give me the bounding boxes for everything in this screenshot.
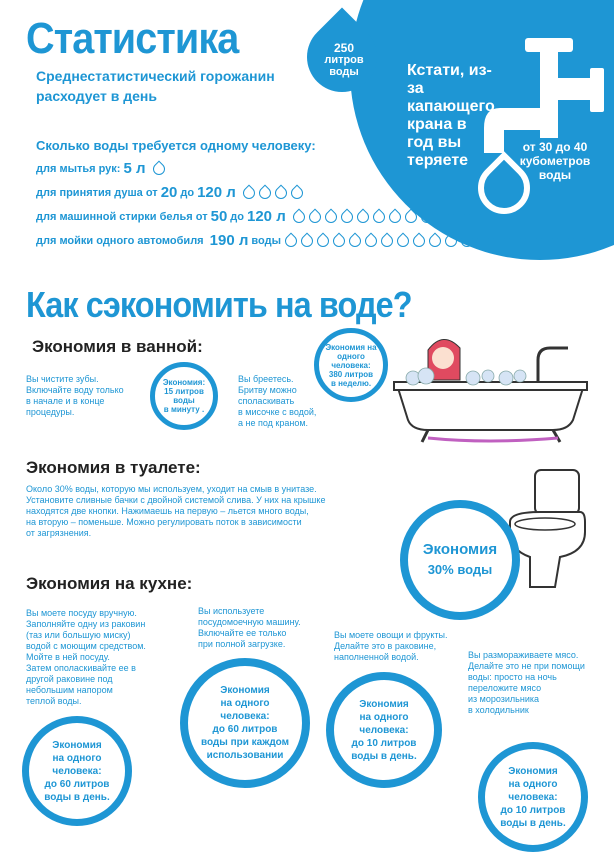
- bath-teeth-text: Вы чистите зубы. Включайте воду только в начале и в конце процедуры.: [26, 374, 124, 417]
- bath-shave-text: Вы бреетесь. Бритву можно споласкивать в мисочке с водой, а не под краном.: [238, 374, 317, 428]
- page-subtitle: Среднестатистический горожанин расходует в день: [36, 68, 275, 104]
- bath-saving-circle: Экономия: 15 литров воды в минуту .: [150, 362, 218, 430]
- kitchen-machine-text: Вы используете посудомоечную машину. Включайте ее только при полной загрузке.: [198, 606, 301, 649]
- page-title: Статистика: [26, 14, 239, 63]
- bath-heading: Экономия в ванной:: [32, 337, 203, 356]
- drops-icon: [243, 187, 307, 199]
- bathtub-illustration-icon: [388, 320, 593, 445]
- kitchen-heading: Экономия на кухне:: [26, 574, 193, 593]
- daily-usage-value: 250 литров воды: [324, 41, 364, 78]
- kitchen-circle-2: Экономия на одного человека: до 60 литров воды при каждом использовании: [180, 658, 310, 788]
- drops-icon: [293, 211, 485, 223]
- toilet-text: Около 30% воды, которую мы используем, уходит на смыв в унитазе. Установите сливные бачки с двойной системой слива. У них на крышке находятся две кнопки. Нажимаешь на первую – льется много воды, на вторую – поменьше. Можно регулировать поток в зависимости от загрязнения.: [26, 484, 326, 538]
- kitchen-circle-3: Экономия на одного человека: до 10 литров воды в день.: [326, 672, 442, 788]
- row-car: для мойки одного автомобиля 190 л воды: [36, 232, 589, 249]
- kitchen-manual-text: Вы моете посуду вручную. Заполняйте одну из раковин (таз или большую миску) водой с моющим средством. Мойте в ней посуду. Затем ополаскивайте ее в другой раковине под небольшим напором теплой воды.: [26, 608, 146, 706]
- need-title: Сколько воды требуется одному человеку:: [36, 138, 316, 153]
- kitchen-circle-1: Экономия на одного человека: до 60 литров воды в день.: [22, 716, 132, 826]
- toilet-heading: Экономия в туалете:: [26, 458, 201, 477]
- drops-icon: [285, 235, 589, 247]
- bath-week-circle: Экономия на одного человека: 380 литров в неделю.: [314, 328, 388, 402]
- kitchen-meat-text: Вы размораживаете мясо. Делайте это не при помощи воды: просто на ночь переложите мясо из морозильника в холодильник: [468, 650, 585, 715]
- kitchen-circle-4: Экономия на одного человека: до 10 литров воды в день.: [478, 742, 588, 852]
- toilet-saving-circle: Экономия 30% воды: [400, 500, 520, 620]
- tap-leak-amount: от 30 до 40 кубометров воды: [519, 140, 591, 182]
- drops-icon: [153, 163, 169, 175]
- tap-leak-text: Кстати, из-за капающего крана в год вы теряете: [407, 62, 495, 169]
- row-laundry: для машинной стирки белья от 50 до 120 л: [36, 208, 485, 225]
- kitchen-veg-text: Вы моете овощи и фрукты. Делайте это в раковине, наполненной водой.: [334, 630, 448, 662]
- row-hands: для мытья рук: 5 л: [36, 160, 169, 177]
- howto-title: Как сэкономить на воде?: [26, 284, 412, 325]
- row-shower: для принятия душа от 20 до 120 л: [36, 184, 307, 201]
